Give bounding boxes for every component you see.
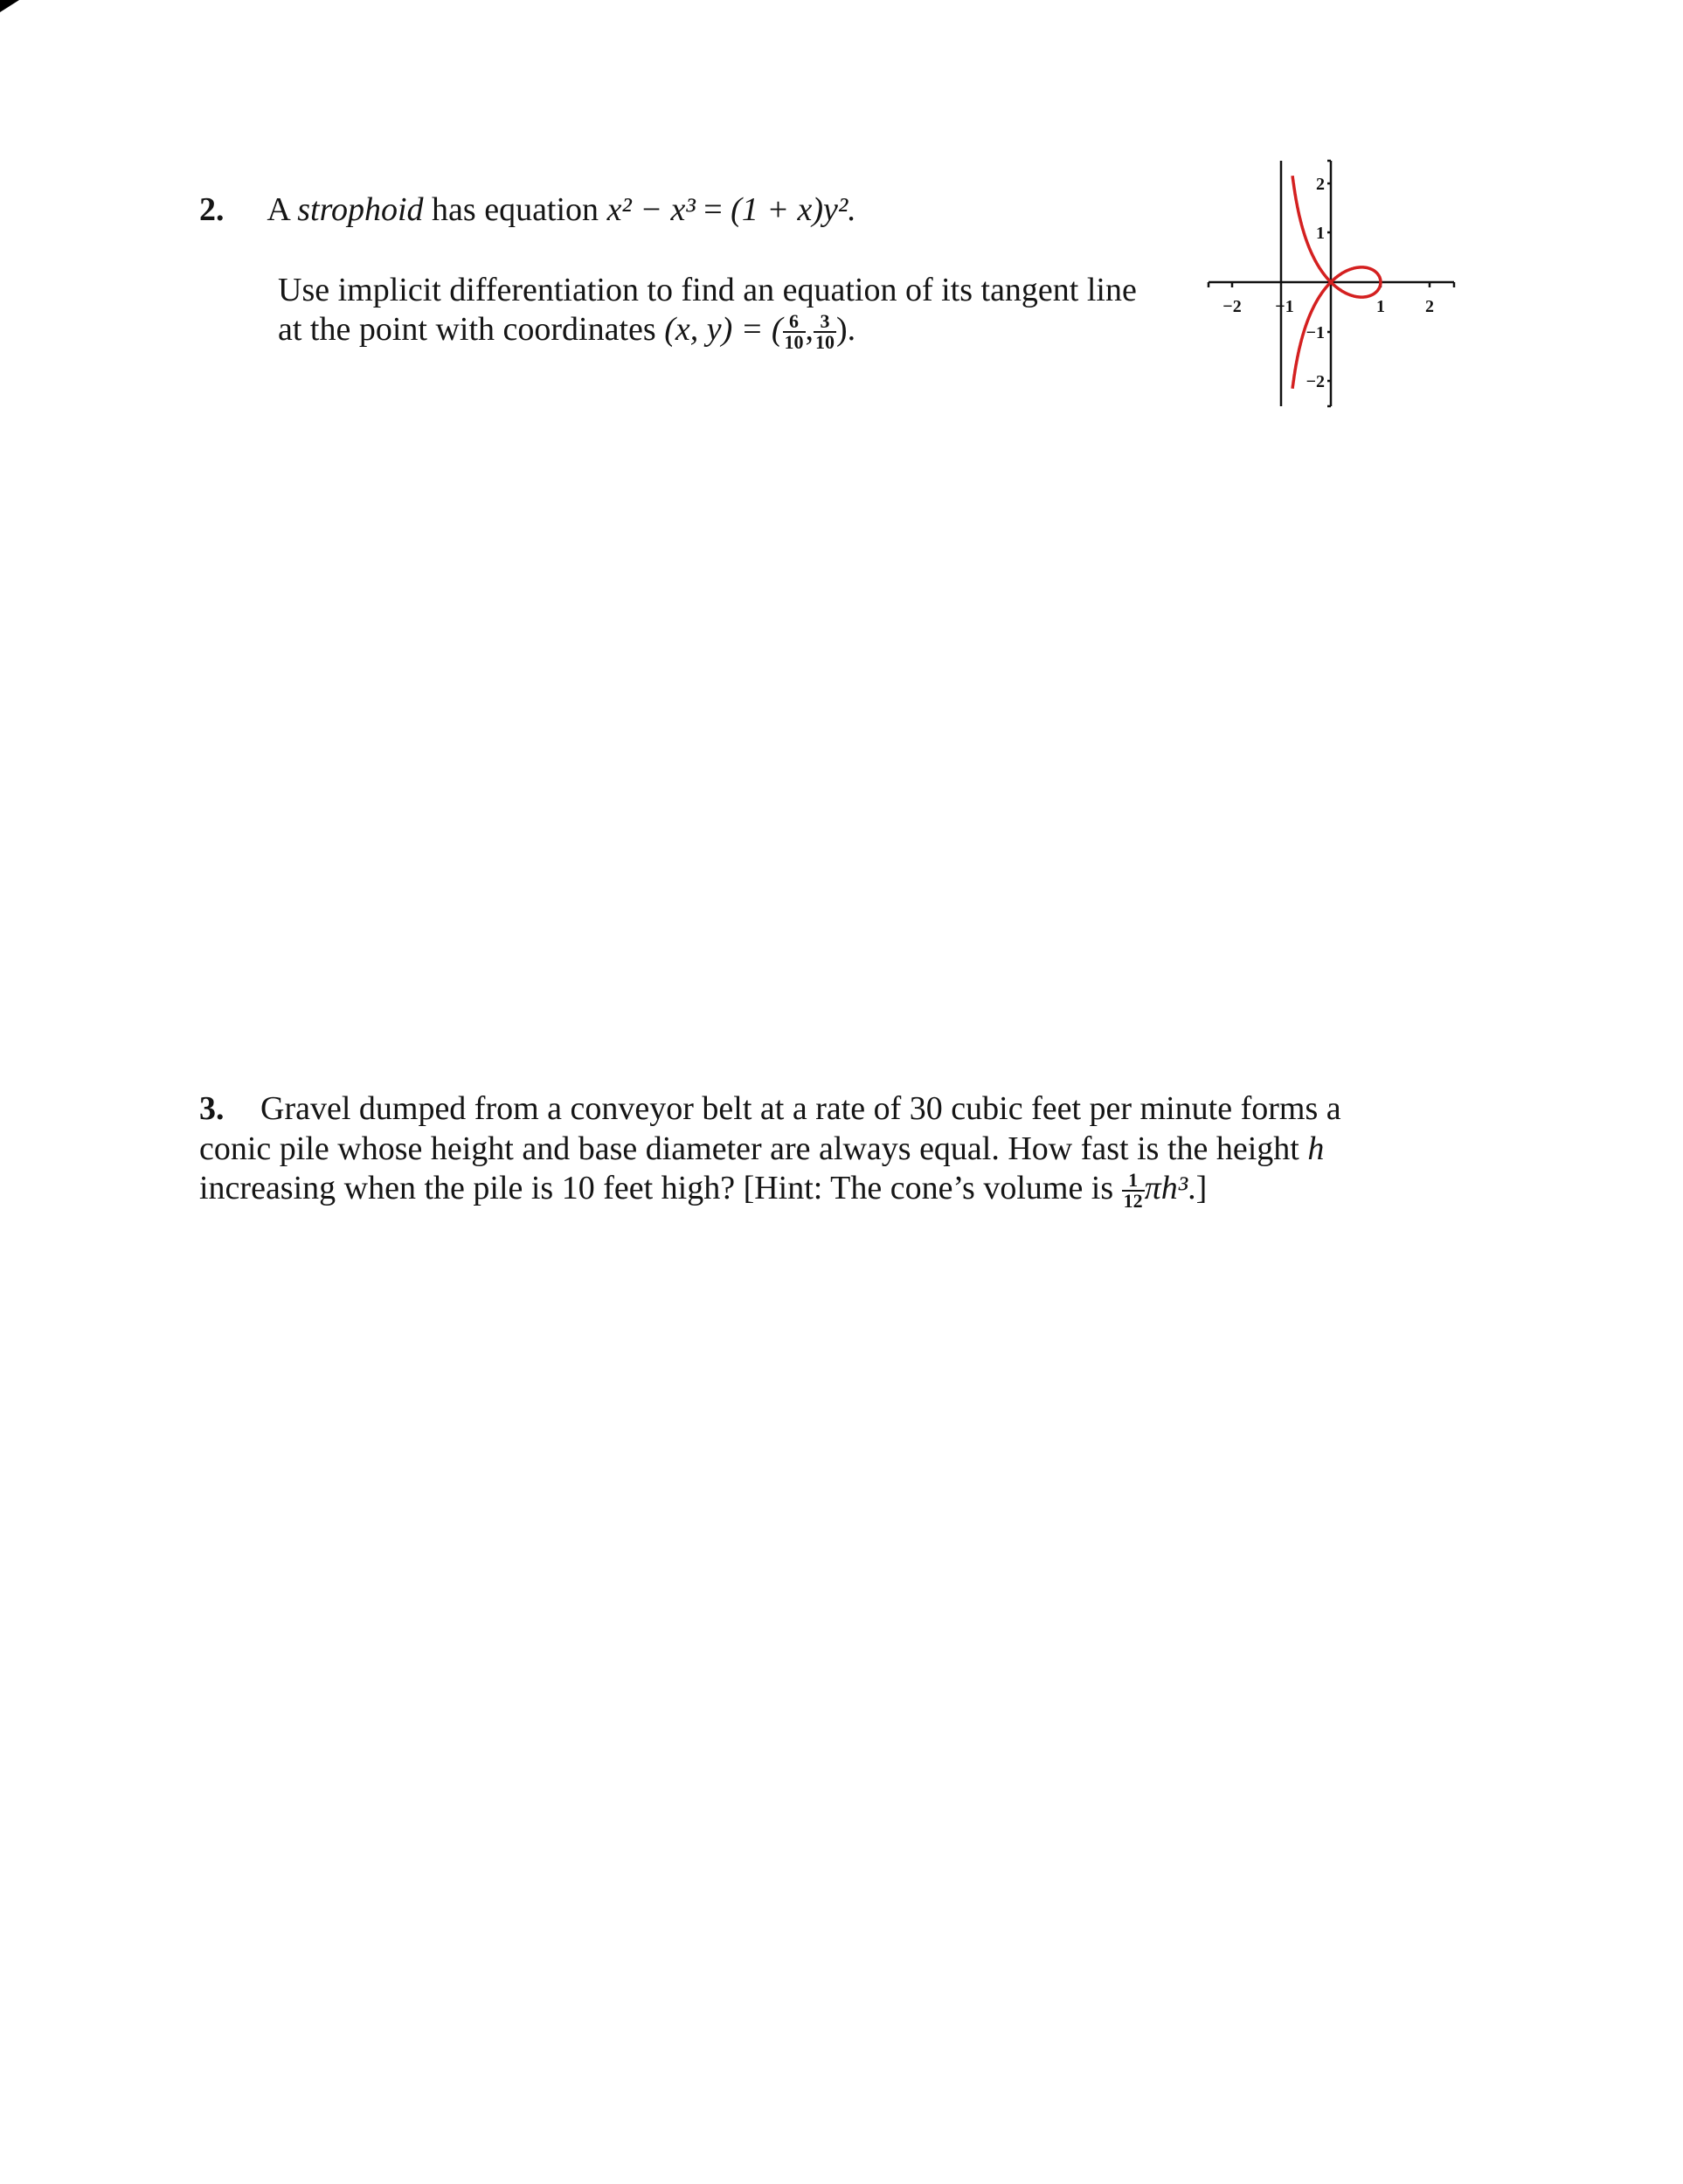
denominator: 10 xyxy=(784,331,804,354)
equation-rhs: (1 + x)y². xyxy=(731,191,856,228)
denominator: 12 xyxy=(1123,1190,1143,1213)
x-tick-label: −2 xyxy=(1222,297,1242,316)
numerator: 6 xyxy=(783,312,806,333)
problem-2-statement xyxy=(199,190,856,229)
problem-2-line2 xyxy=(278,310,855,352)
problem-3-line1 xyxy=(199,1089,1341,1128)
problem-3-line3 xyxy=(199,1169,1207,1211)
text: conic pile whose height and base diameter are always equal. How fast is the height xyxy=(199,1130,1299,1167)
problem-3-line2 xyxy=(199,1130,1324,1168)
text: ). xyxy=(836,311,856,348)
x-tick-label: −1 xyxy=(1275,297,1294,316)
y-tick-label: 1 xyxy=(1316,224,1325,243)
problem-number: 3. xyxy=(199,1090,225,1127)
scan-corner-mark xyxy=(0,0,19,12)
variable-h: h xyxy=(1307,1130,1325,1167)
equals: = xyxy=(695,191,731,228)
text: A xyxy=(267,191,289,228)
fraction-x xyxy=(783,312,806,352)
term-strophoid: strophoid xyxy=(297,191,424,228)
equation-lhs: x² − x³ xyxy=(606,191,696,228)
problem-2-line1: Use implicit differentiation to find an equation of its tangent line xyxy=(278,272,1137,308)
fraction-hint xyxy=(1122,1171,1145,1211)
hint-expression: πh³ xyxy=(1144,1170,1188,1206)
numerator: 1 xyxy=(1122,1171,1145,1192)
y-tick-label: 2 xyxy=(1316,175,1325,194)
x-tick-label: 2 xyxy=(1425,297,1434,316)
comma: , xyxy=(805,311,814,348)
text: increasing when the pile is 10 feet high? [Hint: The cone’s volume is xyxy=(199,1170,1114,1206)
text: .] xyxy=(1188,1170,1208,1206)
y-tick-label: −1 xyxy=(1306,323,1325,342)
denominator: 10 xyxy=(815,331,835,354)
text: Gravel dumped from a conveyor belt at a rate of 30 cubic feet per minute forms a xyxy=(260,1090,1341,1127)
problem-number: 2. xyxy=(199,191,225,228)
numerator: 3 xyxy=(814,312,836,333)
text: has equation xyxy=(432,191,599,228)
text: at the point with coordinates xyxy=(278,311,656,348)
x-tick-label: 1 xyxy=(1376,297,1385,316)
strophoid-graph xyxy=(1197,140,1486,419)
point-expr: (x, y) = ( xyxy=(664,311,783,348)
fraction-y xyxy=(814,312,836,352)
y-tick-label: −2 xyxy=(1306,372,1325,391)
